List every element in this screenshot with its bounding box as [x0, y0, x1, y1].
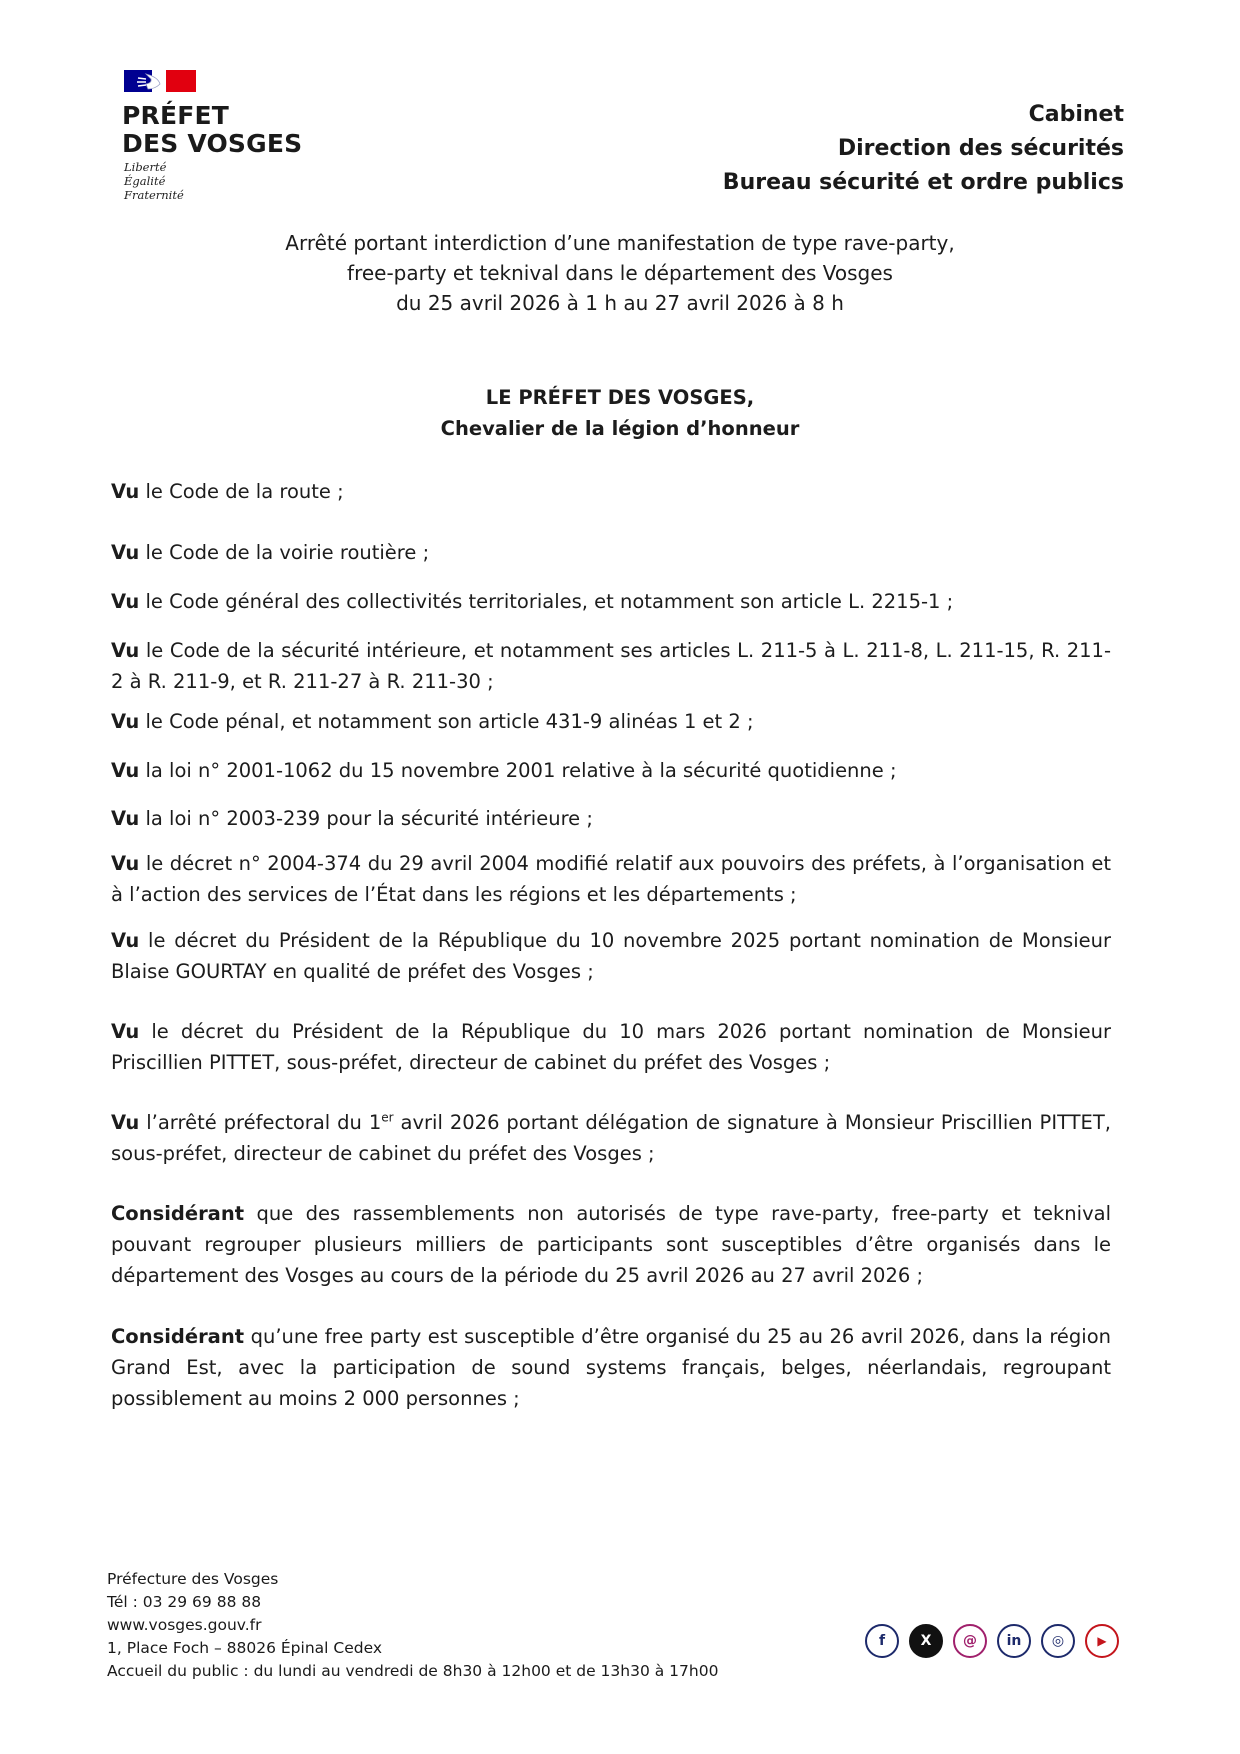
x-icon[interactable]: X	[909, 1624, 943, 1658]
visa-text: le Code de la sécurité intérieure, et notamment ses articles L. 211-5 à L. 211-8, L. 211-15, R. 211-2 à R. 211-9, et R. 211-27 à R. 211-30 ;	[111, 639, 1111, 693]
motto-liberte: Liberté	[124, 160, 167, 174]
visa-loi-2003	[111, 803, 1111, 834]
facebook-icon[interactable]: f	[865, 1624, 899, 1658]
visa-keyword: Vu	[111, 639, 140, 662]
footer-phone: Tél : 03 29 69 88 88	[107, 1593, 262, 1611]
considerant-keyword: Considérant	[111, 1325, 245, 1348]
social-links	[865, 1624, 1119, 1658]
service-direction: Direction des sécurités	[837, 136, 1124, 161]
ordinal-superscript: er	[381, 1110, 394, 1125]
title-line-1: Arrêté portant interdiction d’une manifestation de type rave-party,	[285, 231, 955, 255]
visa-text: le décret n° 2004-374 du 29 avril 2004 modifié relatif aux pouvoirs des préfets, à l’organisation et à l’action des services de l’État dans les régions et les départements ;	[111, 852, 1111, 906]
service-cabinet: Cabinet	[1028, 102, 1124, 127]
visa-text: le décret du Président de la République du 10 mars 2026 portant nomination de Monsieur Priscillien PITTET, sous-préfet, directeur de cabinet du préfet des Vosges ;	[111, 1020, 1111, 1074]
visa-text: le Code pénal, et notamment son article 431-9 alinéas 1 et 2 ;	[139, 710, 754, 733]
visa-keyword: Vu	[111, 1020, 140, 1043]
visa-loi-2001	[111, 755, 1111, 786]
visa-keyword: Vu	[111, 929, 140, 952]
visa-keyword: Vu	[111, 541, 140, 564]
visa-code-voirie	[111, 537, 1111, 568]
footer-address	[107, 1568, 718, 1683]
considerant-text: que des rassemblements non autorisés de type rave-party, free-party et teknival pouvant regrouper plusieurs milliers de participants sont susceptibles d’être organisés dans le département des Vosges au cours de la période du 25 avril 2026 au 27 avril 2026 ;	[111, 1202, 1111, 1287]
visa-keyword: Vu	[111, 759, 140, 782]
visa-keyword: Vu	[111, 590, 140, 613]
footer-prefecture: Préfecture des Vosges	[107, 1570, 279, 1588]
republic-motto	[124, 160, 184, 202]
instagram-icon[interactable]: ◎	[1041, 1624, 1075, 1658]
arrete-title	[220, 228, 1020, 318]
visa-decret-2004	[111, 848, 1111, 910]
youtube-icon[interactable]: ▶	[1085, 1624, 1119, 1658]
visa-text-cont: avril 2026 portant délégation de signature à Monsieur Priscillien PITTET, sous-préfet, directeur de cabinet du préfet des Vosges ;	[111, 1111, 1111, 1165]
visa-text: le Code de la voirie routière ;	[139, 541, 430, 564]
considerant-rassemblements	[111, 1198, 1111, 1291]
marianne-logo-icon	[124, 70, 196, 92]
service-header	[723, 98, 1124, 200]
visa-text: la loi n° 2003-239 pour la sécurité intérieure ;	[139, 807, 593, 830]
visa-code-route	[111, 476, 1111, 507]
visa-code-securite-interieure	[111, 635, 1111, 697]
motto-fraternite: Fraternité	[124, 188, 184, 202]
title-line-3: du 25 avril 2026 à 1 h au 27 avril 2026 à 8 h	[396, 291, 844, 315]
prefect-heading	[220, 382, 1020, 444]
footer-website[interactable]: www.vosges.gouv.fr	[107, 1616, 262, 1634]
visa-text: le Code de la route ;	[139, 480, 344, 503]
linkedin-icon[interactable]: in	[997, 1624, 1031, 1658]
visa-keyword: Vu	[111, 710, 140, 733]
visa-text: le Code général des collectivités territoriales, et notamment son article L. 2215-1 ;	[139, 590, 954, 613]
prefect-line-2: Chevalier de la légion d’honneur	[440, 417, 800, 440]
visa-decret-directeur	[111, 1016, 1111, 1078]
visa-arrete-delegation	[111, 1107, 1111, 1169]
considerant-text: qu’une free party est susceptible d’être organisé du 25 au 26 avril 2026, dans la région Grand Est, avec la participation de sound systems français, belges, néerlandais, regroupant possiblement au moins 2 000 personnes ;	[111, 1325, 1111, 1410]
prefect-line-1: LE PRÉFET DES VOSGES,	[485, 386, 755, 409]
footer-street: 1, Place Foch – 88026 Épinal Cedex	[107, 1639, 383, 1657]
visa-cgct	[111, 586, 1111, 617]
visa-text: le décret du Président de la République du 10 novembre 2025 portant nomination de Monsieur Blaise GOURTAY en qualité de préfet des Vosges ;	[111, 929, 1111, 983]
footer-hours: Accueil du public : du lundi au vendredi de 8h30 à 12h00 et de 13h30 à 17h00	[107, 1662, 719, 1680]
visa-keyword: Vu	[111, 807, 140, 830]
visa-code-penal	[111, 706, 1111, 737]
prefecture-name	[122, 102, 302, 158]
service-bureau: Bureau sécurité et ordre publics	[722, 170, 1124, 195]
visa-keyword: Vu	[111, 852, 140, 875]
prefet-line-2: DES VOSGES	[122, 129, 303, 158]
considerant-free-party	[111, 1321, 1111, 1414]
title-line-2: free-party et teknival dans le département des Vosges	[347, 261, 893, 285]
motto-egalite: Égalité	[124, 174, 166, 188]
visa-keyword: Vu	[111, 480, 140, 503]
considerant-keyword: Considérant	[111, 1202, 245, 1225]
prefet-line-1: PRÉFET	[122, 101, 230, 130]
visa-text: l’arrêté préfectoral du 1	[139, 1111, 382, 1134]
visa-decret-prefet	[111, 925, 1111, 987]
threads-icon[interactable]: @	[953, 1624, 987, 1658]
visa-keyword: Vu	[111, 1111, 140, 1134]
visa-text: la loi n° 2001-1062 du 15 novembre 2001 relative à la sécurité quotidienne ;	[139, 759, 897, 782]
